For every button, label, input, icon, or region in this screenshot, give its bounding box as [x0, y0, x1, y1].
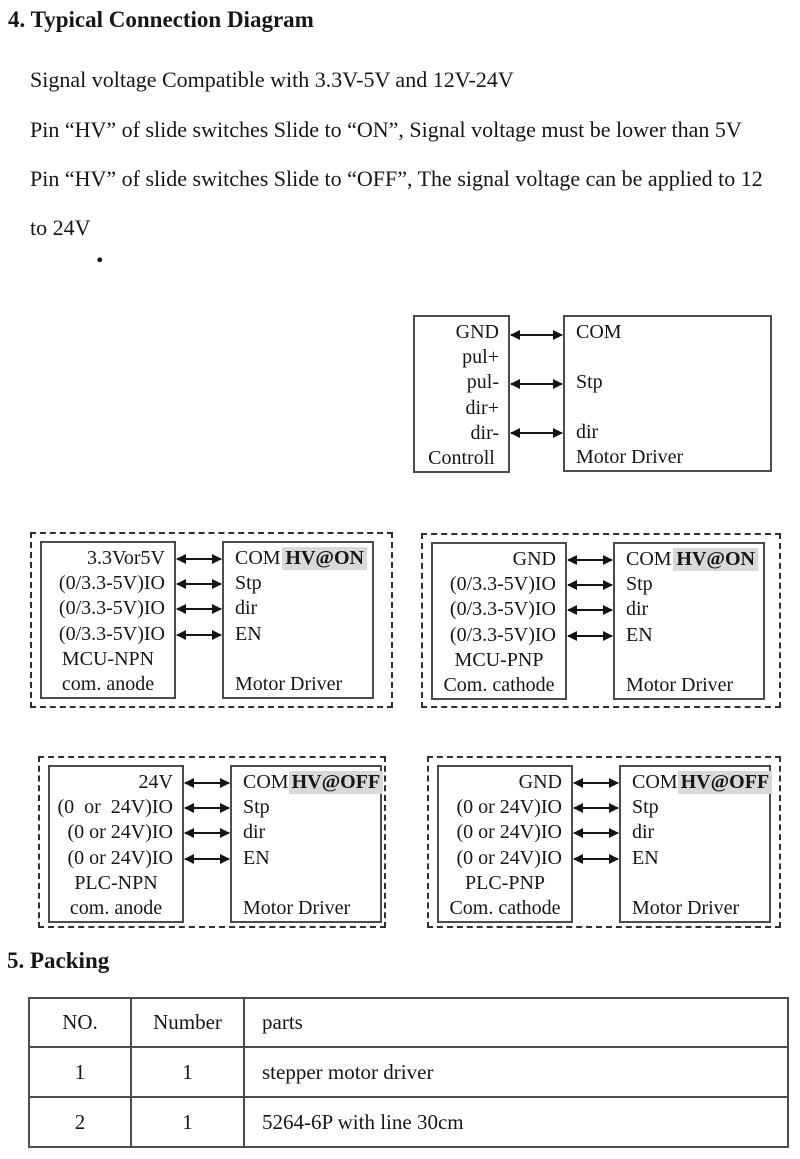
- double-arrow-icon: [574, 807, 618, 809]
- pin-label: (0 or 24V)IO: [57, 796, 173, 819]
- pin-label: dir: [626, 598, 649, 621]
- diagram-plc-pnp-hv-off: [427, 756, 781, 928]
- box-title: Motor Driver: [576, 446, 684, 468]
- motor-driver-box: [230, 765, 382, 923]
- box-title: PLC-NPN: [74, 871, 158, 894]
- pin-label: 3.3Vor5V: [87, 547, 165, 570]
- pin-label: COM: [632, 771, 678, 794]
- double-arrow-icon: [511, 383, 562, 385]
- mcu-npn-box: [40, 541, 176, 699]
- diagram-mcu-npn-hv-on: [30, 532, 393, 708]
- double-arrow-icon: [511, 334, 562, 336]
- double-arrow-icon: [568, 609, 612, 611]
- common-label: Com. cathode: [449, 896, 561, 919]
- box-title: PLC-PNP: [464, 871, 546, 894]
- table-header-cell: Number: [131, 998, 244, 1047]
- motor-driver-box: [563, 315, 772, 472]
- pin-label: [565, 345, 770, 370]
- pin-label: EN: [632, 846, 659, 869]
- double-arrow-icon: [177, 558, 221, 560]
- hv-state-badge: HV@OFF: [678, 771, 773, 794]
- pin-label: EN: [626, 623, 653, 646]
- double-arrow-icon: [185, 858, 229, 860]
- double-arrow-icon: [574, 782, 618, 784]
- mcu-pnp-box: [431, 542, 567, 700]
- pin-label: [565, 395, 770, 420]
- table-row: [29, 1097, 788, 1147]
- pin-label: (0/3.3-5V)IO: [449, 598, 556, 621]
- common-label: Com. cathode: [443, 673, 555, 696]
- pin-label: dir: [243, 821, 266, 844]
- double-arrow-icon: [177, 583, 221, 585]
- pin-label: (0 or 24V)IO: [456, 796, 562, 819]
- pin-label: pul-: [466, 371, 499, 394]
- pin-label: GND: [512, 548, 556, 571]
- paragraph-line: Signal voltage Compatible with 3.3V-5V and 12V-24V: [30, 67, 514, 92]
- section-5-heading: 5. Packing: [7, 948, 110, 973]
- pin-label: [621, 871, 769, 896]
- double-arrow-icon: [568, 584, 612, 586]
- double-arrow-icon: [185, 782, 229, 784]
- pin-label: EN: [235, 622, 262, 645]
- pin-label: Stp: [576, 371, 603, 393]
- section-4-heading: 4. Typical Connection Diagram: [8, 7, 314, 32]
- pin-row: [224, 546, 372, 571]
- pin-label: COM: [243, 771, 289, 794]
- pin-label: Stp: [632, 796, 659, 819]
- double-arrow-icon: [185, 832, 229, 834]
- pin-label: COM: [576, 321, 622, 343]
- motor-driver-box: [619, 765, 771, 923]
- motor-driver-box: [613, 542, 765, 700]
- pin-label: (0 or 24V)IO: [456, 821, 562, 844]
- pin-row: [232, 770, 380, 795]
- hv-state-badge: HV@ON: [282, 547, 367, 570]
- pin-label: (0/3.3-5V)IO: [449, 623, 556, 646]
- double-arrow-icon: [568, 559, 612, 561]
- diagram-mcu-pnp-hv-on: [421, 533, 781, 708]
- plc-pnp-box: [437, 765, 573, 923]
- table-cell: 1: [131, 1047, 244, 1097]
- double-arrow-icon: [177, 608, 221, 610]
- pin-label: 24V: [138, 771, 173, 794]
- table-cell: 1: [29, 1047, 131, 1097]
- table-cell: 2: [29, 1097, 131, 1147]
- box-title: Controll: [428, 446, 495, 469]
- paragraph-line: Pin “HV” of slide switches Slide to “ON”, Signal voltage must be lower than 5V: [30, 117, 742, 142]
- pin-label: dir: [235, 597, 258, 620]
- table-header-cell: NO.: [29, 998, 131, 1047]
- pin-label: GND: [518, 771, 562, 794]
- pin-label: Stp: [243, 796, 270, 819]
- packing-table: [28, 997, 789, 1148]
- double-arrow-icon: [574, 858, 618, 860]
- pin-label: (0 or 24V)IO: [456, 846, 562, 869]
- double-arrow-icon: [511, 432, 562, 434]
- pin-label: EN: [243, 846, 270, 869]
- common-label: com. anode: [61, 672, 155, 695]
- pin-row: [615, 547, 763, 572]
- hv-state-badge: HV@ON: [673, 548, 758, 571]
- double-arrow-icon: [185, 807, 229, 809]
- box-title: MCU-PNP: [454, 648, 544, 671]
- pin-label: [224, 647, 372, 672]
- double-arrow-icon: [177, 634, 221, 636]
- double-arrow-icon: [574, 832, 618, 834]
- pin-label: [615, 648, 763, 673]
- pin-label: Stp: [235, 572, 262, 595]
- motor-driver-box: [222, 541, 374, 699]
- table-cell: 5264-6P with line 30cm: [244, 1097, 788, 1147]
- diagram-plc-npn-hv-off: [38, 756, 386, 928]
- pin-label: dir: [576, 421, 599, 443]
- pin-label: (0 or 24V)IO: [67, 821, 173, 844]
- box-title: Motor Driver: [626, 673, 734, 696]
- paragraph-line: Pin “HV” of slide switches Slide to “OFF”, The signal voltage can be applied to 12: [30, 166, 763, 191]
- pin-label: (0/3.3-5V)IO: [58, 622, 165, 645]
- pin-label: pul+: [462, 346, 499, 369]
- pin-label: dir: [632, 821, 655, 844]
- pin-label: (0/3.3-5V)IO: [58, 597, 165, 620]
- pin-label: GND: [455, 321, 499, 344]
- controller-box: [413, 315, 510, 473]
- pin-label: dir+: [465, 396, 499, 419]
- plc-npn-box: [48, 765, 184, 923]
- pin-label: COM: [626, 548, 672, 571]
- hv-state-badge: HV@OFF: [289, 771, 384, 794]
- pin-label: (0/3.3-5V)IO: [449, 573, 556, 596]
- table-cell: stepper motor driver: [244, 1047, 788, 1097]
- common-label: com. anode: [69, 896, 163, 919]
- box-title: Motor Driver: [235, 672, 343, 695]
- pin-label: (0 or 24V)IO: [67, 846, 173, 869]
- paragraph-line: to 24V: [30, 215, 91, 240]
- pin-label: [232, 871, 380, 896]
- box-title: Motor Driver: [243, 896, 351, 919]
- table-cell: 1: [131, 1097, 244, 1147]
- table-header-row: [29, 998, 788, 1047]
- pin-label: dir-: [470, 421, 499, 444]
- pin-label: Stp: [626, 573, 653, 596]
- table-row: [29, 1047, 788, 1097]
- pin-row: [621, 770, 769, 795]
- table-header-cell: parts: [244, 998, 788, 1047]
- double-arrow-icon: [568, 635, 612, 637]
- stray-period: .: [96, 236, 104, 269]
- box-title: MCU-NPN: [61, 647, 155, 670]
- pin-label: (0/3.3-5V)IO: [58, 572, 165, 595]
- pin-label: COM: [235, 547, 281, 570]
- box-title: Motor Driver: [632, 896, 740, 919]
